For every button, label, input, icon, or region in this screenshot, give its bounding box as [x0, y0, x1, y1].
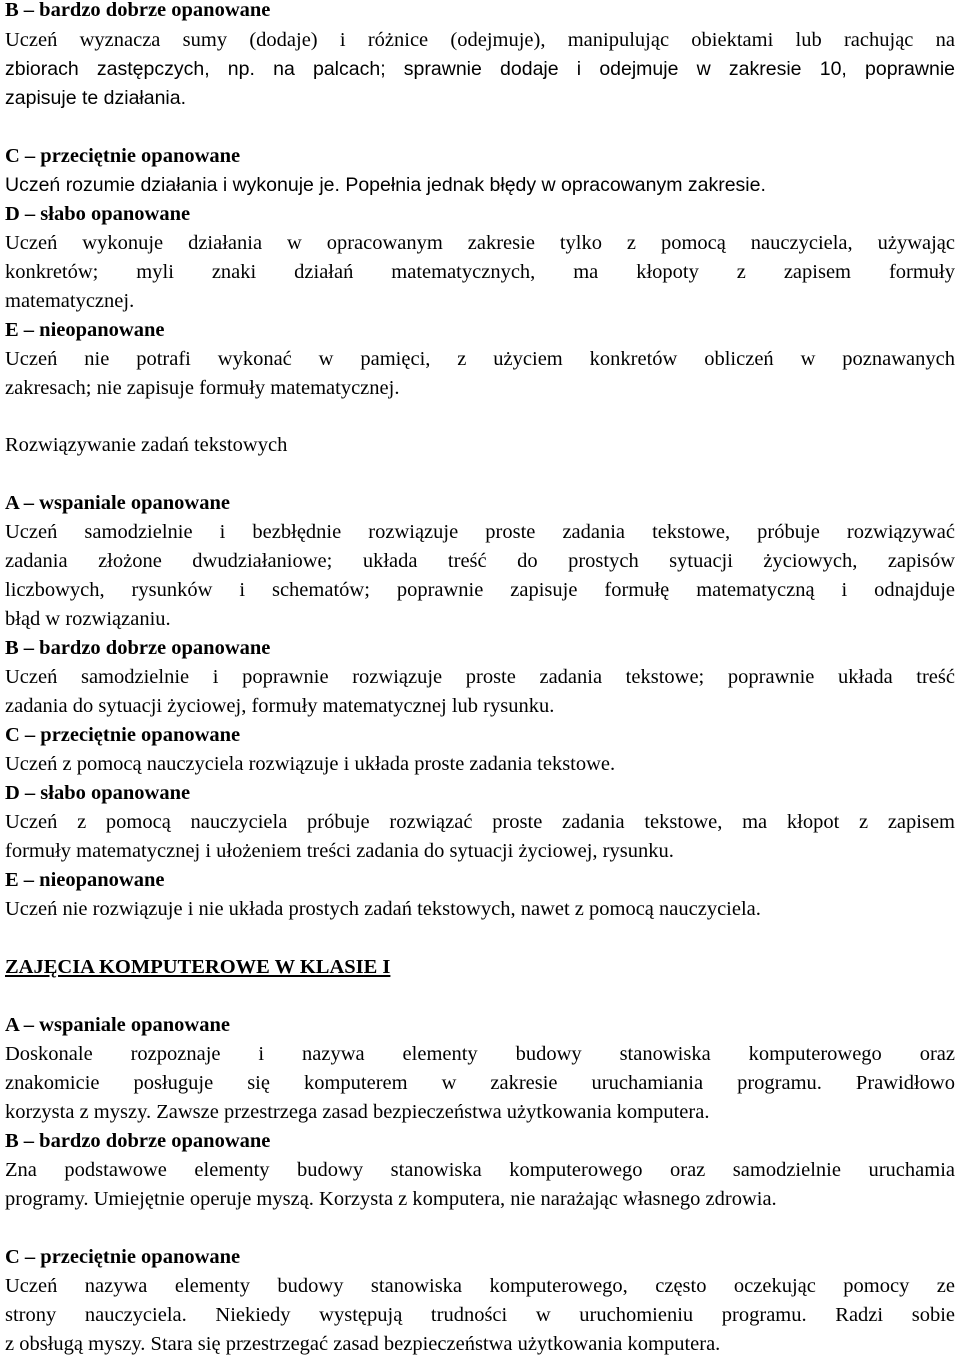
grade-e-heading: E – nieopanowane — [5, 869, 165, 891]
grade-c-heading: C – przeciętnie opanowane — [5, 145, 241, 167]
paragraph-line: z obsługą myszy. Stara się przestrzegać zasad bezpieczeństwa użytkowania komputera. — [5, 1333, 721, 1355]
grade-a-heading: A – wspaniale opanowane — [5, 492, 230, 514]
grade-e-heading: E – nieopanowane — [5, 319, 165, 341]
paragraph-line: zakresach; nie zapisuje formuły matematycznej. — [5, 377, 400, 399]
paragraph-line: znakomicie posługuje się komputerem w zakresie uruchamiania programu. Prawidłowo — [5, 1072, 955, 1094]
grade-c-heading: C – przeciętnie opanowane — [5, 1246, 241, 1268]
grade-b-heading: B – bardzo dobrze opanowane — [5, 1130, 271, 1152]
paragraph-line: Doskonale rozpoznaje i nazywa elementy budowy stanowiska komputerowego oraz — [5, 1043, 955, 1065]
paragraph-line: liczbowych, rysunków i schematów; poprawnie zapisuje formułę matematyczną i odnajduje — [5, 579, 955, 601]
paragraph-line: Uczeń rozumie działania i wykonuje je. Popełnia jednak błędy w opracowanym zakresie. — [5, 174, 766, 196]
section-title: ZAJĘCIA KOMPUTEROWE W KLASIE I — [5, 956, 391, 978]
paragraph-line: zadania do sytuacji życiowej, formuły matematycznej lub rysunku. — [5, 695, 555, 717]
paragraph-line: zadania złożone dwudziałaniowe; układa treść do prostych sytuacji życiowych, zapisów — [5, 550, 955, 572]
grade-a-heading: A – wspaniale opanowane — [5, 1014, 230, 1036]
grade-b-heading: B – bardzo dobrze opanowane — [5, 637, 271, 659]
paragraph-line: Zna podstawowe elementy budowy stanowiska komputerowego oraz samodzielnie uruchamia — [5, 1159, 955, 1181]
paragraph-line: błąd w rozwiązaniu. — [5, 608, 171, 630]
paragraph-line: Uczeń nie rozwiązuje i nie układa prostych zadań tekstowych, nawet z pomocą nauczyciela. — [5, 898, 761, 920]
grade-d-heading: D – słabo opanowane — [5, 782, 191, 804]
paragraph-line: Uczeń samodzielnie i poprawnie rozwiązuje proste zadania tekstowe; poprawnie układa treść — [5, 666, 955, 688]
paragraph-line: Uczeń wykonuje działania w opracowanym zakresie tylko z pomocą nauczyciela, używając — [5, 232, 955, 254]
grade-b-heading: B – bardzo dobrze opanowane — [5, 0, 271, 21]
grade-d-heading: D – słabo opanowane — [5, 203, 191, 225]
paragraph-line: programy. Umiejętnie operuje myszą. Korzysta z komputera, nie narażając własnego zdrowia. — [5, 1188, 777, 1210]
paragraph-line: strony nauczyciela. Niekiedy występują trudności w uruchomieniu programu. Radzi sobie — [5, 1304, 955, 1326]
paragraph-line: Uczeń z pomocą nauczyciela rozwiązuje i układa proste zadania tekstowe. — [5, 753, 616, 775]
section-heading: Rozwiązywanie zadań tekstowych — [5, 434, 288, 456]
paragraph-line: Uczeń samodzielnie i bezbłędnie rozwiązuje proste zadania tekstowe, próbuje rozwiązywać — [5, 521, 955, 543]
paragraph-line: zapisuje te działania. — [5, 87, 187, 109]
paragraph-line: matematycznej. — [5, 290, 135, 312]
paragraph-line: konkretów; myli znaki działań matematycznych, ma kłopoty z zapisem formuły — [5, 261, 955, 283]
paragraph-line: Uczeń z pomocą nauczyciela próbuje rozwiązać proste zadania tekstowe, ma kłopot z zapisem — [5, 811, 955, 833]
paragraph-line: formuły matematycznej i ułożeniem treści zadania do sytuacji życiowej, rysunku. — [5, 840, 674, 862]
paragraph-line: zbiorach zastępczych, np. na palcach; sprawnie dodaje i odejmuje w zakresie 10, poprawnie — [5, 58, 955, 80]
paragraph-line: Uczeń wyznacza sumy (dodaje) i różnice (odejmuje), manipulując obiektami lub rachując na — [5, 29, 955, 51]
paragraph-line: Uczeń nazywa elementy budowy stanowiska komputerowego, często oczekując pomocy ze — [5, 1275, 955, 1297]
paragraph-line: Uczeń nie potrafi wykonać w pamięci, z użyciem konkretów obliczeń w poznawanych — [5, 348, 955, 370]
grade-c-heading: C – przeciętnie opanowane — [5, 724, 241, 746]
paragraph-line: korzysta z myszy. Zawsze przestrzega zasad bezpieczeństwa użytkowania komputera. — [5, 1101, 710, 1123]
